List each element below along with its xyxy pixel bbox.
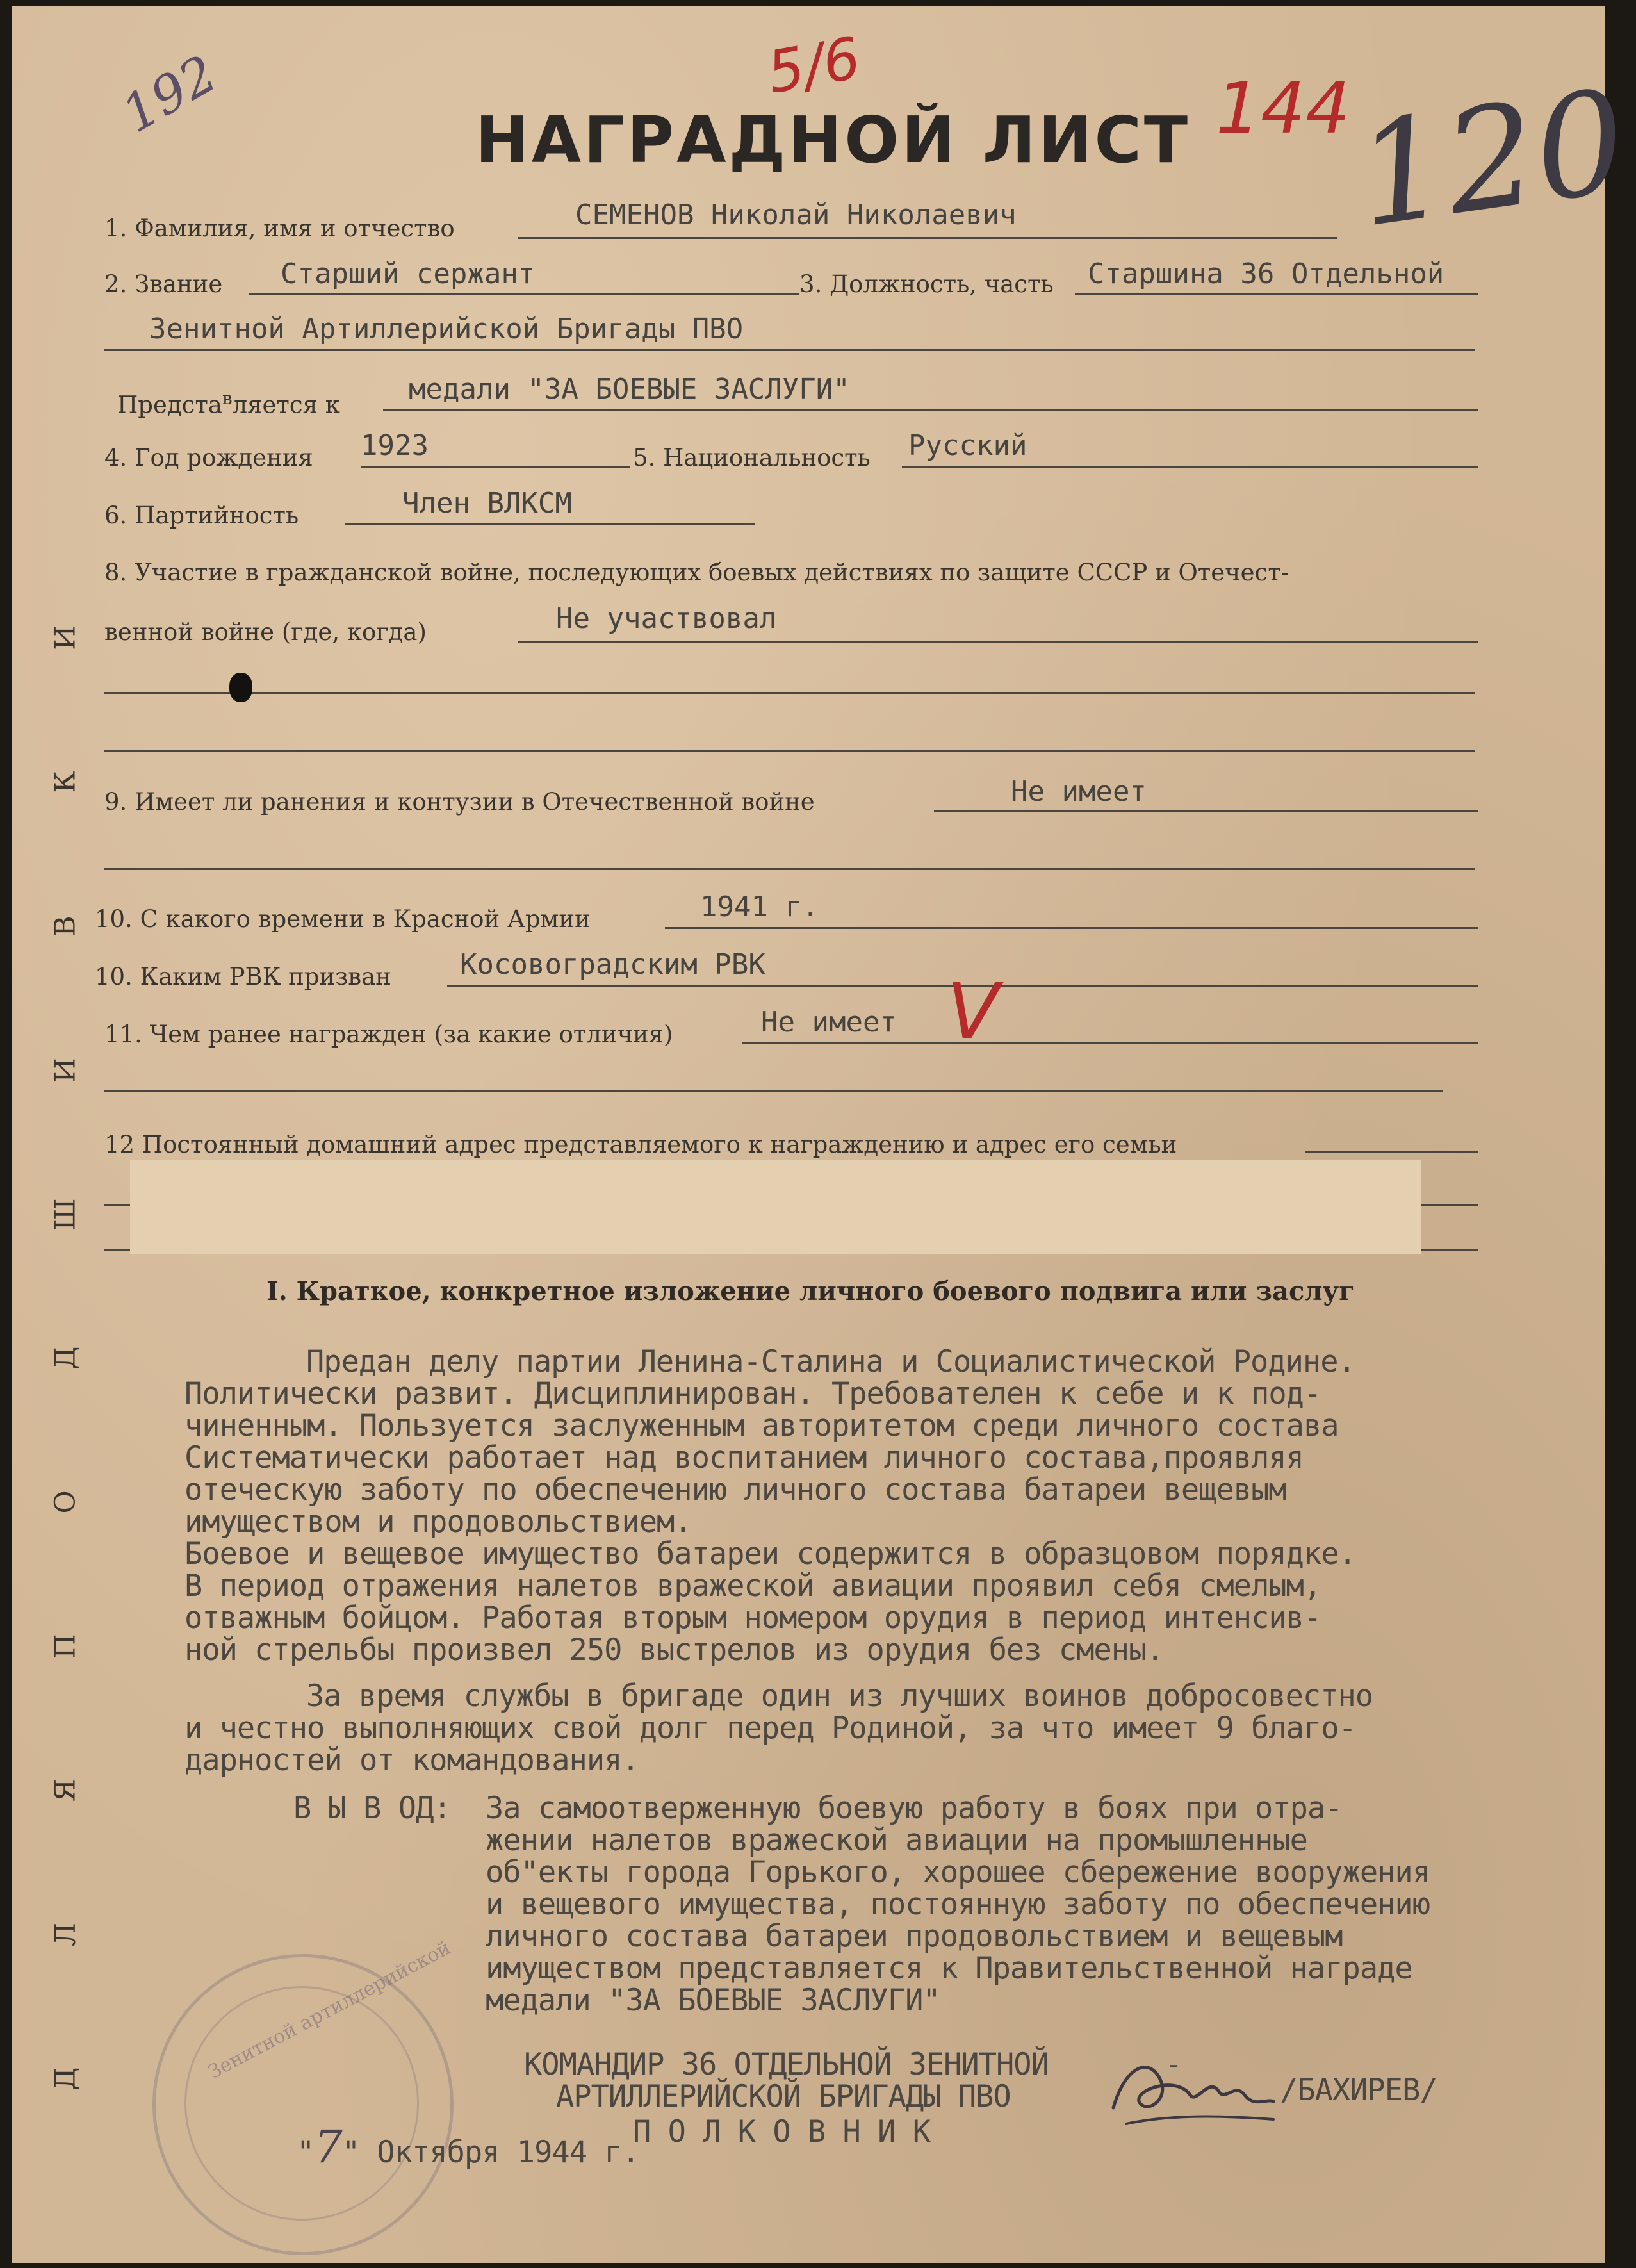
side-letter: Ш [49,1197,82,1231]
field-draft-office-label: 10. Каким РВК призван [95,963,391,990]
side-letter: Л [49,1923,82,1946]
field-address-label: 12 Постоянный домашний адрес представляемого к награждению и адрес его семьи [104,1131,1177,1158]
date-rest: " Октября 1944 г. [341,2135,639,2170]
conclusion-line: жении налетов вражеской авиации на промышленные [486,1823,1307,1858]
field-wounds-value: Не имеет [1011,775,1147,808]
field-party-value: Член ВЛКСМ [402,487,572,520]
document-title: НАГРАДНОЙ ЛИСТ [475,103,1191,177]
side-letter: В [49,916,82,937]
field-presented-value: медали "ЗА БОЕВЫЕ ЗАСЛУГИ" [409,373,850,406]
field-party-label: 6. Партийность [104,502,299,529]
narrative-line: чиненным. Пользуется заслуженным авторитетом среди личного состава [184,1408,1339,1443]
field-position-cont-line [104,349,1475,351]
field-prior-awards-line [742,1042,1478,1044]
field-party-line [345,523,755,525]
field-position-value: Старшина 36 Отдельной [1088,258,1444,290]
narrative-line: отважным бойцом. Работая вторым номером орудия в период интенсив- [184,1600,1321,1636]
vertical-side-label [40,621,91,2095]
field-name-label: 1. Фамилия, имя и отчество [104,215,455,242]
side-letter: К [49,771,82,793]
archive-mark-large: 120 [1346,59,1636,259]
field-birth-year-line [361,466,630,468]
conclusion-line: и вещевого имущества, постоянную заботу по обеспечению [486,1887,1430,1922]
narrative-line: Политически развит. Дисциплинирован. Требователен к себе и к под- [184,1376,1321,1411]
field-rank-value: Старший сержант [281,258,536,290]
stamp-text: Зенитной артиллерийской [204,1936,455,2084]
narrative-line: Систематически работает над воспитанием личного состава,проявляя [184,1440,1304,1475]
field-name-line [518,237,1337,239]
field-address-line-1 [1305,1151,1478,1153]
field-birth-year-label: 4. Год рождения [104,444,313,472]
field-wounds-line [934,810,1478,812]
conclusion-label: В Ы В ОД: [293,1791,451,1826]
field-nationality-line [902,466,1478,468]
field-position-label: 3. Должность, часть [799,270,1054,298]
conclusion-line: имуществом представляется к Правительственной награде [486,1951,1412,1986]
section-title: I. Краткое, конкретное изложение личного боевого подвига или заслуг [266,1276,1355,1306]
conclusion-line: За самоотверженную боевую работу в боях при отра- [486,1791,1343,1826]
field-nationality-label: 5. Национальность [633,444,871,472]
presented-label-b: ляется к [232,391,340,419]
narrative-2-line: дарностей от командования. [184,1743,639,1778]
side-letter: П [49,1634,82,1659]
redacted-address [130,1160,1421,1254]
field-name-value: СЕМЕНОВ Николай Николаевич [575,199,1017,231]
field-prior-awards-value: Не имеет [761,1006,897,1039]
signatory-rank: П О Л К О В Н И К [633,2114,931,2149]
narrative-2-line: и честно выполняющих свой долг перед Родиной, за что имеет 9 благо- [184,1711,1356,1746]
field-birth-year-value: 1923 [361,429,429,462]
handwritten-signature [1100,2037,1293,2140]
field-position-value-cont: Зенитной Артиллерийской Бригады ПВО [149,313,744,345]
field-rank-line [249,293,799,295]
field-army-since-line [665,927,1478,929]
ink-blot [229,673,252,702]
archive-mark-red-right: 144 [1216,67,1350,149]
field-prior-awards-label: 11. Чем ранее награжден (за какие отличия) [104,1021,673,1048]
field-combat-line-1 [518,641,1478,643]
field-nationality-value: Русский [908,429,1027,462]
signatory-title-2: АРТИЛЛЕРИЙСКОЙ БРИГАДЫ ПВО [556,2079,1011,2114]
field-combat-line-3 [104,750,1475,752]
side-letter: О [49,1490,82,1514]
date-day: 7 [314,2121,342,2173]
field-prior-awards-line-2 [104,1090,1443,1092]
side-letter: Д [49,1347,82,1370]
field-draft-office-value: Косовоградским РВК [460,948,765,981]
field-army-since-label: 10. С какого времени в Красной Армии [95,905,591,933]
side-letter: Я [49,1779,82,1802]
presented-label-sup: в [222,388,233,409]
field-combat-label-1: 8. Участие в гражданской войне, последующих боевых действиях по защите СССР и Отечест- [104,559,1289,586]
narrative-line: Боевое и вещевое имущество батареи содержится в образцовом порядке. [184,1536,1356,1572]
archive-mark-red-top: 5/6 [762,24,865,107]
field-army-since-value: 1941 г. [700,891,819,923]
conclusion-line: личного состава батареи продовольствием и вещевым [486,1919,1343,1954]
side-letter: И [49,1057,82,1083]
narrative-line: имуществом и продовольствием. [184,1504,692,1540]
field-presented-label [117,388,340,418]
award-sheet [12,6,1636,2263]
narrative-line: В период отражения налетов вражеской авиации проявил себя смелым, [184,1568,1321,1604]
presented-label-a: Предста [117,391,222,419]
signature-dash: - [1165,2047,1182,2082]
archive-number-left: 192 [111,44,227,144]
conclusion-line: медали "ЗА БОЕВЫЕ ЗАСЛУГИ" [486,1983,940,2018]
conclusion-line: об"екты города Горького, хорошее сбережение вооружения [486,1855,1430,1890]
red-check-mark: V [947,967,1000,1056]
side-letter: Д [49,2067,82,2091]
narrative-2-line: За время службы в бригаде один из лучших воинов добросовестно [306,1679,1373,1714]
field-wounds-label: 9. Имеет ли ранения и контузии в Отечественной войне [104,788,815,816]
narrative-line: отеческую заботу по обеспечению личного состава батареи вещевым [184,1472,1286,1508]
date-open-quote: " [297,2135,315,2170]
field-combat-label-2: венной войне (где, когда) [104,618,427,646]
field-combat-line-2 [104,692,1475,694]
side-letter: И [49,625,82,650]
field-combat-value: Не участвовал [556,602,777,635]
narrative-line: Предан делу партии Ленина-Сталина и Социалистической Родине. [306,1344,1355,1379]
document-date [297,2121,639,2173]
field-wounds-line-2 [104,868,1475,870]
signatory-name: /БАХИРЕВ/ [1280,2073,1437,2108]
field-position-line [1075,293,1478,295]
field-rank-label: 2. Звание [104,270,223,298]
narrative-line: ной стрельбы произвел 250 выстрелов из орудия без смены. [184,1632,1164,1668]
signatory-title-1: КОМАНДИР 36 ОТДЕЛЬНОЙ ЗЕНИТНОЙ [524,2047,1049,2082]
field-presented-line [383,409,1478,411]
